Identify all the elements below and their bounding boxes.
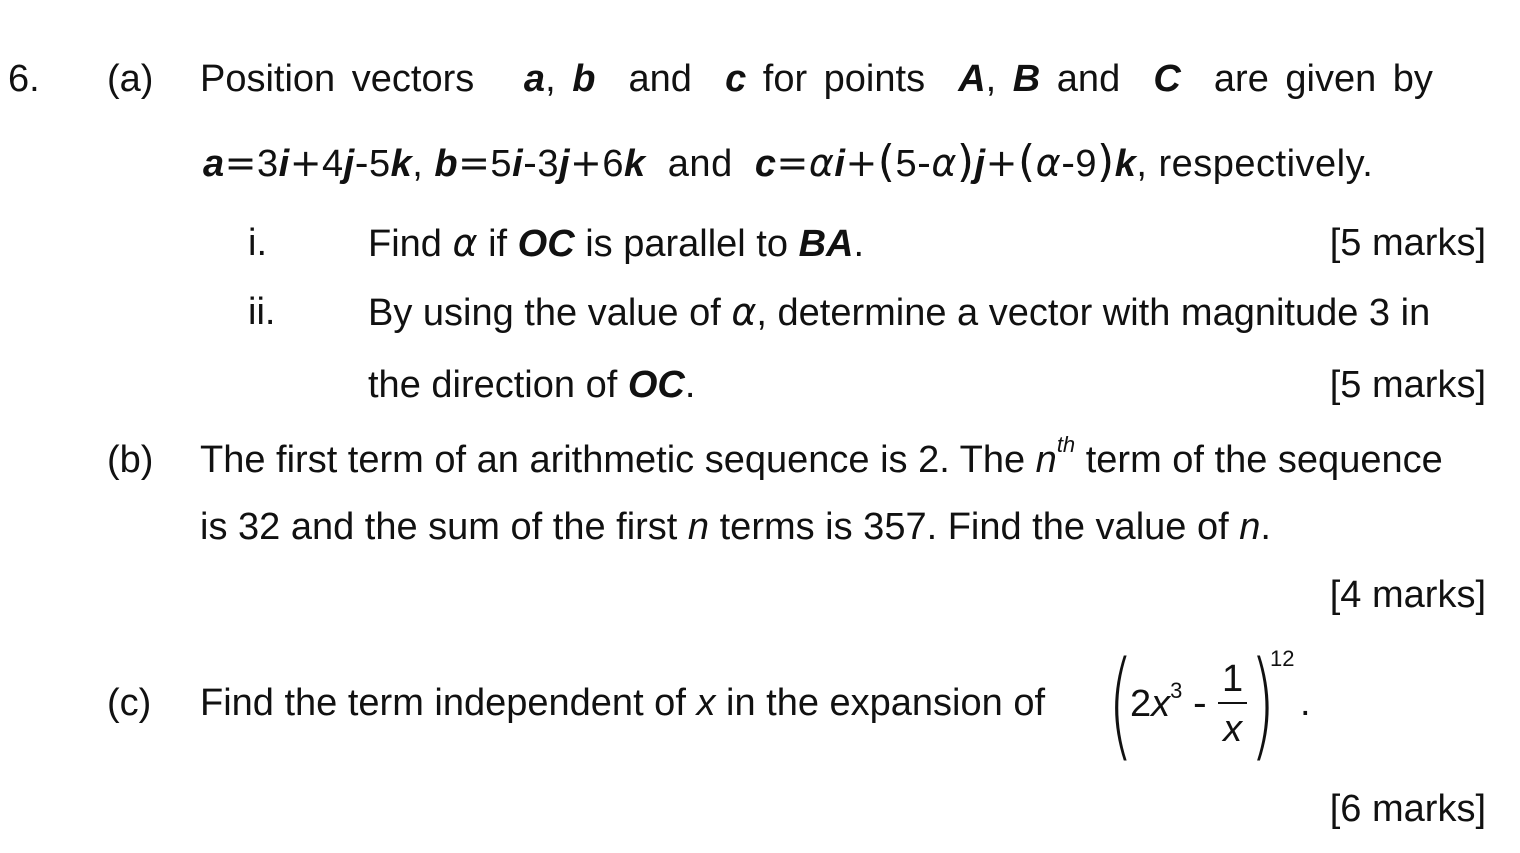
a-x-component: 3: [256, 143, 279, 185]
period: .: [1260, 506, 1271, 548]
comma: ,: [985, 58, 997, 100]
b-x-component: 5: [490, 143, 513, 185]
vector-oc-symbol: OC: [517, 223, 575, 265]
term-independent-text: Find the term independent of: [200, 682, 686, 724]
marks-sub-i: [5 marks]: [1329, 222, 1486, 264]
left-paren: (: [877, 136, 896, 187]
marks-part-b: [4 marks]: [1329, 574, 1486, 616]
sub-question-ii-label: ii.: [248, 291, 276, 333]
vector-a-symbol: a: [523, 58, 546, 100]
expansion-text: in the expansion of: [726, 682, 1046, 724]
unit-j: j: [343, 143, 355, 185]
n-symbol: n: [1035, 439, 1057, 481]
vector-b-symbol: b: [572, 58, 596, 100]
and-text: and: [628, 58, 692, 100]
vector-b-label: b: [434, 143, 459, 185]
fraction: [1218, 660, 1247, 748]
marks-part-c: [6 marks]: [1329, 788, 1486, 830]
intro-text-2: for points: [762, 58, 926, 100]
part-a-label: (a): [107, 58, 154, 100]
unit-i: i: [512, 143, 524, 185]
plus-sign: +: [985, 141, 1018, 185]
intro-text-1: Position vectors: [200, 58, 475, 100]
equals-sign: =: [776, 141, 809, 185]
alpha-symbol: α: [808, 141, 835, 185]
unit-j: j: [974, 143, 986, 185]
vector-c-label: c: [754, 143, 777, 185]
minus-sign: -: [917, 141, 932, 185]
point-c-symbol: C: [1153, 58, 1181, 100]
expression-body: [1130, 678, 1207, 725]
x-symbol: x: [696, 682, 716, 724]
part-b-line1: [200, 432, 1443, 481]
first-term-text: The first term of an arithmetic sequence is 2. The: [200, 439, 1026, 481]
direction-text: the direction of: [368, 364, 618, 406]
vector-a-label: a: [203, 143, 225, 185]
constant-five: 5: [895, 143, 918, 185]
part-c-label: (c): [107, 682, 152, 724]
fraction-denominator: x: [1223, 708, 1243, 750]
alpha-symbol: α: [931, 141, 957, 185]
cube-exponent: 3: [1170, 678, 1183, 703]
vector-c-symbol: c: [725, 58, 747, 100]
n-symbol: n: [687, 506, 710, 548]
comma: ,: [545, 58, 556, 100]
unit-i: i: [278, 143, 290, 185]
unit-k: k: [1114, 143, 1137, 185]
point-a-symbol: A: [958, 58, 986, 100]
plus-sign: +: [845, 141, 878, 185]
part-a-intro: [200, 60, 1433, 98]
question-number: 6.: [8, 58, 40, 100]
parallel-text: is parallel to: [585, 223, 788, 265]
expression-exponent: 12: [1270, 646, 1295, 671]
expression-left-paren: (: [1108, 635, 1134, 773]
sub-question-i-text: [368, 221, 865, 265]
sub-question-ii-line2: [368, 366, 695, 404]
is-32-text: is 32 and the sum of the first: [200, 506, 678, 548]
minus-sign: -: [354, 141, 369, 185]
unit-k: k: [390, 143, 413, 185]
and-text: and: [667, 143, 733, 185]
a-z-component: 5: [368, 143, 391, 185]
expression-right-paren: ): [1250, 635, 1276, 773]
part-b-label: (b): [107, 439, 154, 481]
part-b-line2: [200, 508, 1271, 546]
minus-sign: -: [523, 141, 538, 185]
determine-text: , determine a vector with magnitude 3 in: [756, 292, 1431, 334]
find-text: Find: [368, 223, 442, 265]
alpha-symbol: α: [1035, 141, 1062, 185]
vector-definitions: [203, 136, 1374, 187]
left-paren: (: [1017, 136, 1036, 187]
unit-j: j: [558, 143, 571, 185]
coefficient-two: 2: [1130, 683, 1152, 725]
constant-nine: 9: [1075, 143, 1098, 185]
equals-sign: =: [458, 141, 491, 185]
period: .: [853, 223, 865, 265]
if-text: if: [488, 223, 508, 265]
sub-question-i-label: i.: [248, 222, 267, 264]
right-paren: ): [956, 136, 975, 187]
th-superscript: th: [1056, 432, 1076, 457]
right-paren: ): [1097, 136, 1115, 187]
alpha-symbol: α: [452, 221, 478, 265]
plus-sign: +: [289, 141, 323, 185]
b-y-component: 3: [537, 143, 559, 185]
alpha-symbol: α: [731, 290, 757, 334]
respectively-text: , respectively.: [1136, 143, 1374, 185]
marks-sub-ii: [5 marks]: [1329, 364, 1486, 406]
term-of-sequence-text: term of the sequence: [1085, 439, 1443, 481]
intro-text-3: are given by: [1213, 58, 1433, 100]
vector-oc-symbol: OC: [627, 364, 685, 406]
sub-question-ii-line1: [368, 290, 1431, 334]
period: .: [684, 364, 696, 406]
n-symbol: n: [1239, 506, 1261, 548]
unit-k: k: [624, 143, 646, 185]
part-c-text: [200, 684, 1045, 722]
and-text: and: [1056, 58, 1121, 100]
by-using-text: By using the value of: [368, 292, 721, 334]
equals-sign: =: [224, 141, 257, 185]
x-symbol: x: [1151, 683, 1171, 725]
comma: ,: [412, 143, 424, 185]
point-b-symbol: B: [1012, 58, 1041, 100]
expression-period: .: [1300, 682, 1311, 724]
minus-sign: -: [1192, 681, 1207, 725]
fraction-numerator: 1: [1218, 660, 1247, 704]
b-z-component: 6: [602, 143, 625, 185]
minus-sign: -: [1061, 141, 1076, 185]
plus-sign: +: [570, 141, 603, 185]
terms-357-text: terms is 357. Find the value of: [719, 506, 1229, 548]
unit-i: i: [834, 143, 846, 185]
a-y-component: 4: [322, 143, 344, 185]
vector-ba-symbol: BA: [798, 223, 854, 265]
